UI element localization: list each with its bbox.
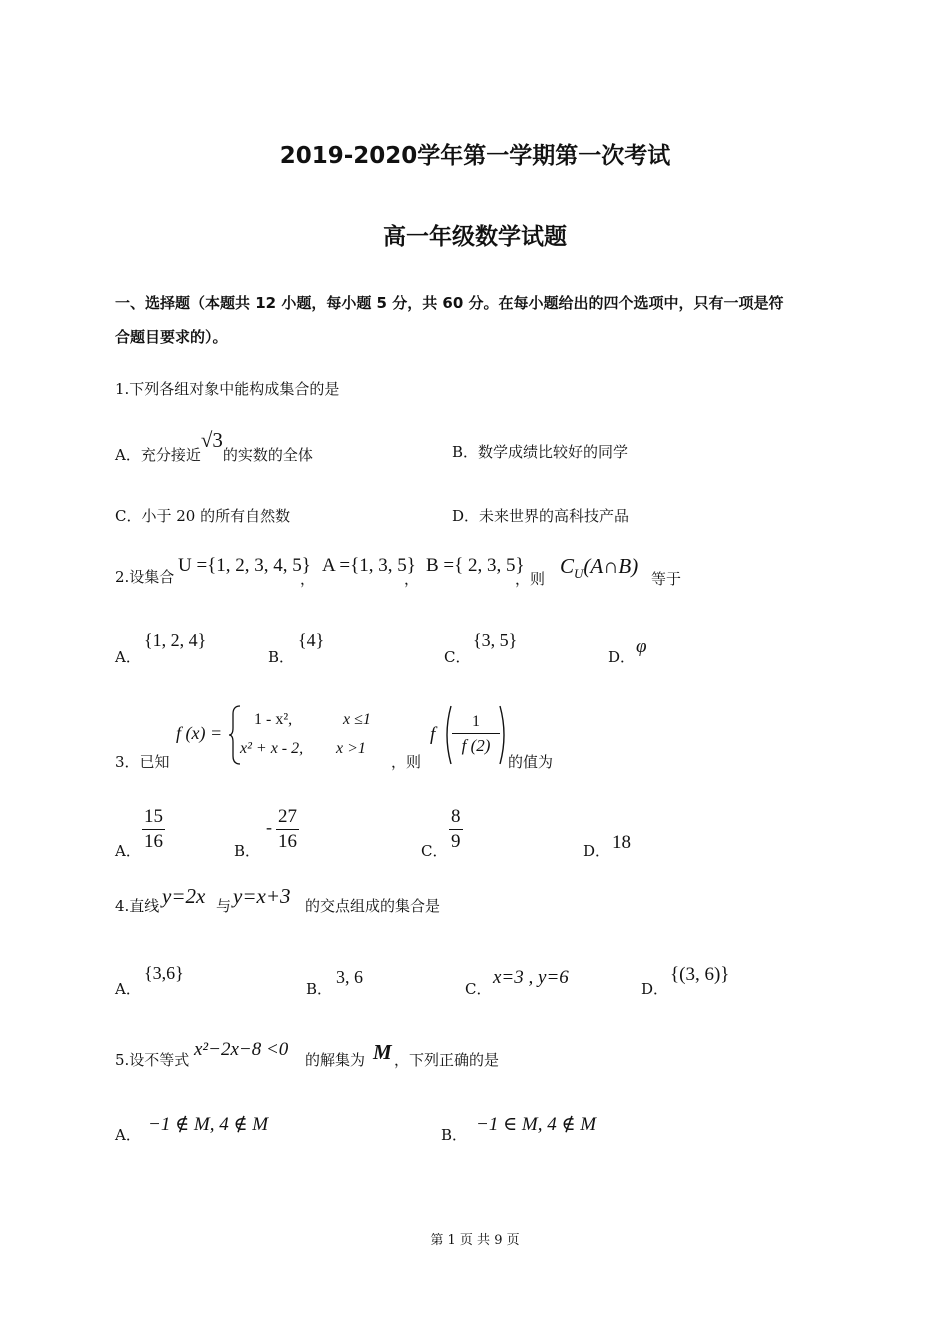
exam-subtitle: 高一年级数学试题	[383, 224, 567, 250]
q2-sep1: ，	[300, 570, 316, 588]
q5-option-a: −1 ∉ M, 4 ∉ M	[148, 1114, 269, 1135]
q3-option-b-frac	[276, 805, 299, 854]
q5-option-b-label: B．	[441, 1126, 468, 1144]
q3-option-c-frac	[449, 805, 463, 854]
q3-option-b-sign: -	[266, 817, 272, 837]
q2-option-c: {3, 5}	[473, 630, 518, 650]
q3-inner-bar	[452, 733, 500, 734]
q3-option-a-num: 15	[142, 805, 165, 830]
q5-set: M	[373, 1040, 392, 1064]
q2-option-d: φ	[636, 636, 647, 657]
q1-option-b: B．数学成绩比较好的同学	[452, 443, 629, 461]
q4-prefix: 4.直线	[115, 897, 160, 915]
q4-option-d-label: D．	[641, 980, 669, 998]
q3-option-d-label: D．	[583, 842, 611, 860]
q4-option-d: {(3, 6)}	[670, 964, 730, 985]
q3-case1-cond: x ≤1	[343, 711, 371, 728]
section-heading-line1: 一、选择题（本题共 12 小题，每小题 5 分，共 60 分。在每小题给出的四个选项中，只有一项是符	[115, 294, 784, 312]
q4-mid: 与	[216, 897, 232, 915]
q2-option-a-label: A．	[115, 648, 141, 666]
q3-option-a-den: 16	[144, 831, 163, 852]
q5-suffix: ，下列正确的是	[394, 1051, 500, 1069]
q5-mid: 的解集为	[305, 1051, 366, 1069]
q3-f-outer: f	[430, 724, 436, 745]
q2-option-a: {1, 2, 4}	[144, 630, 207, 650]
q5-prefix: 5.设不等式	[115, 1051, 190, 1069]
q3-option-c-label: C．	[421, 842, 448, 860]
q5-option-a-label: A．	[115, 1126, 141, 1144]
q2-set-u: U ={1, 2, 3, 4, 5}	[178, 555, 311, 576]
q5-option-b: −1 ∈ M, 4 ∉ M	[476, 1114, 597, 1135]
q3-case2-cond: x >1	[336, 740, 366, 757]
q2-complement-expr	[560, 554, 638, 582]
q3-option-b-num: 27	[276, 805, 299, 830]
q3-inner-fraction	[452, 712, 500, 757]
q4-suffix: 的交点组成的集合是	[305, 897, 441, 915]
q2-sep2: ，	[404, 570, 420, 588]
q3-option-c-num: 8	[449, 805, 463, 830]
q5-inequality: x²−2x−8 <0	[194, 1039, 289, 1060]
q2-option-b-label: B．	[268, 648, 295, 666]
q2-complement-tail: (A∩B)	[583, 554, 639, 578]
q4-option-c: x=3 , y=6	[493, 967, 569, 988]
q1-option-a	[115, 428, 313, 464]
q4-option-a-label: A．	[115, 980, 141, 998]
q3-case1-expr: 1 - x²,	[254, 711, 293, 728]
exam-title: 2019-2020学年第一学期第一次考试	[279, 143, 671, 169]
q2-then: ，则	[515, 570, 546, 588]
q2-suffix: 等于	[651, 570, 682, 588]
q3-option-a-label: A．	[115, 842, 141, 860]
q1-option-a-suffix: 的实数的全体	[222, 446, 313, 464]
q2-set-b: B ={ 2, 3, 5}	[426, 555, 525, 576]
q2-option-d-label: D．	[608, 648, 636, 666]
q3-option-b-den: 16	[278, 831, 297, 852]
q3-f-lhs: f (x) =	[176, 723, 223, 743]
q1-option-a-math: √3	[200, 428, 223, 452]
q1-option-c: C．小于 20 的所有自然数	[115, 507, 291, 525]
q2-prefix: 2.设集合	[115, 568, 175, 586]
q3-option-d: 18	[612, 832, 631, 853]
q1-option-d: D．未来世界的高科技产品	[452, 507, 630, 525]
q2-complement-c: C	[560, 554, 575, 578]
q1-option-a-prefix: A．充分接近	[115, 446, 201, 464]
q4-option-c-label: C．	[465, 980, 492, 998]
q2-set-a: A ={1, 3, 5}	[322, 555, 416, 576]
q3-then: ，则	[391, 753, 422, 771]
q3-suffix: 的值为	[508, 753, 554, 771]
q3-option-c-den: 9	[451, 831, 461, 852]
q3-option-a-frac	[142, 805, 165, 854]
q3-inner-den: f (2)	[461, 736, 491, 755]
q4-line2: y=x+3	[233, 884, 291, 908]
q4-line1: y=2x	[162, 884, 206, 908]
q4-option-b-label: B．	[306, 980, 333, 998]
q3-case2-expr: x² + x - 2,	[240, 740, 304, 757]
q2-option-c-label: C．	[444, 648, 471, 666]
section-heading-line2: 合题目要求的）。	[115, 328, 228, 346]
q2-option-b: {4}	[298, 630, 325, 650]
q1-stem: 1.下列各组对象中能构成集合的是	[115, 380, 340, 398]
q3-inner-num: 1	[472, 713, 480, 730]
q4-option-b: 3, 6	[336, 967, 363, 987]
q4-option-a: {3,6}	[144, 963, 184, 983]
q3-prefix: 3．已知	[115, 753, 170, 771]
q3-option-b-label: B．	[234, 842, 261, 860]
q2-complement-sub: U	[574, 566, 584, 582]
page-footer: 第 1 页 共 9 页	[430, 1233, 520, 1248]
